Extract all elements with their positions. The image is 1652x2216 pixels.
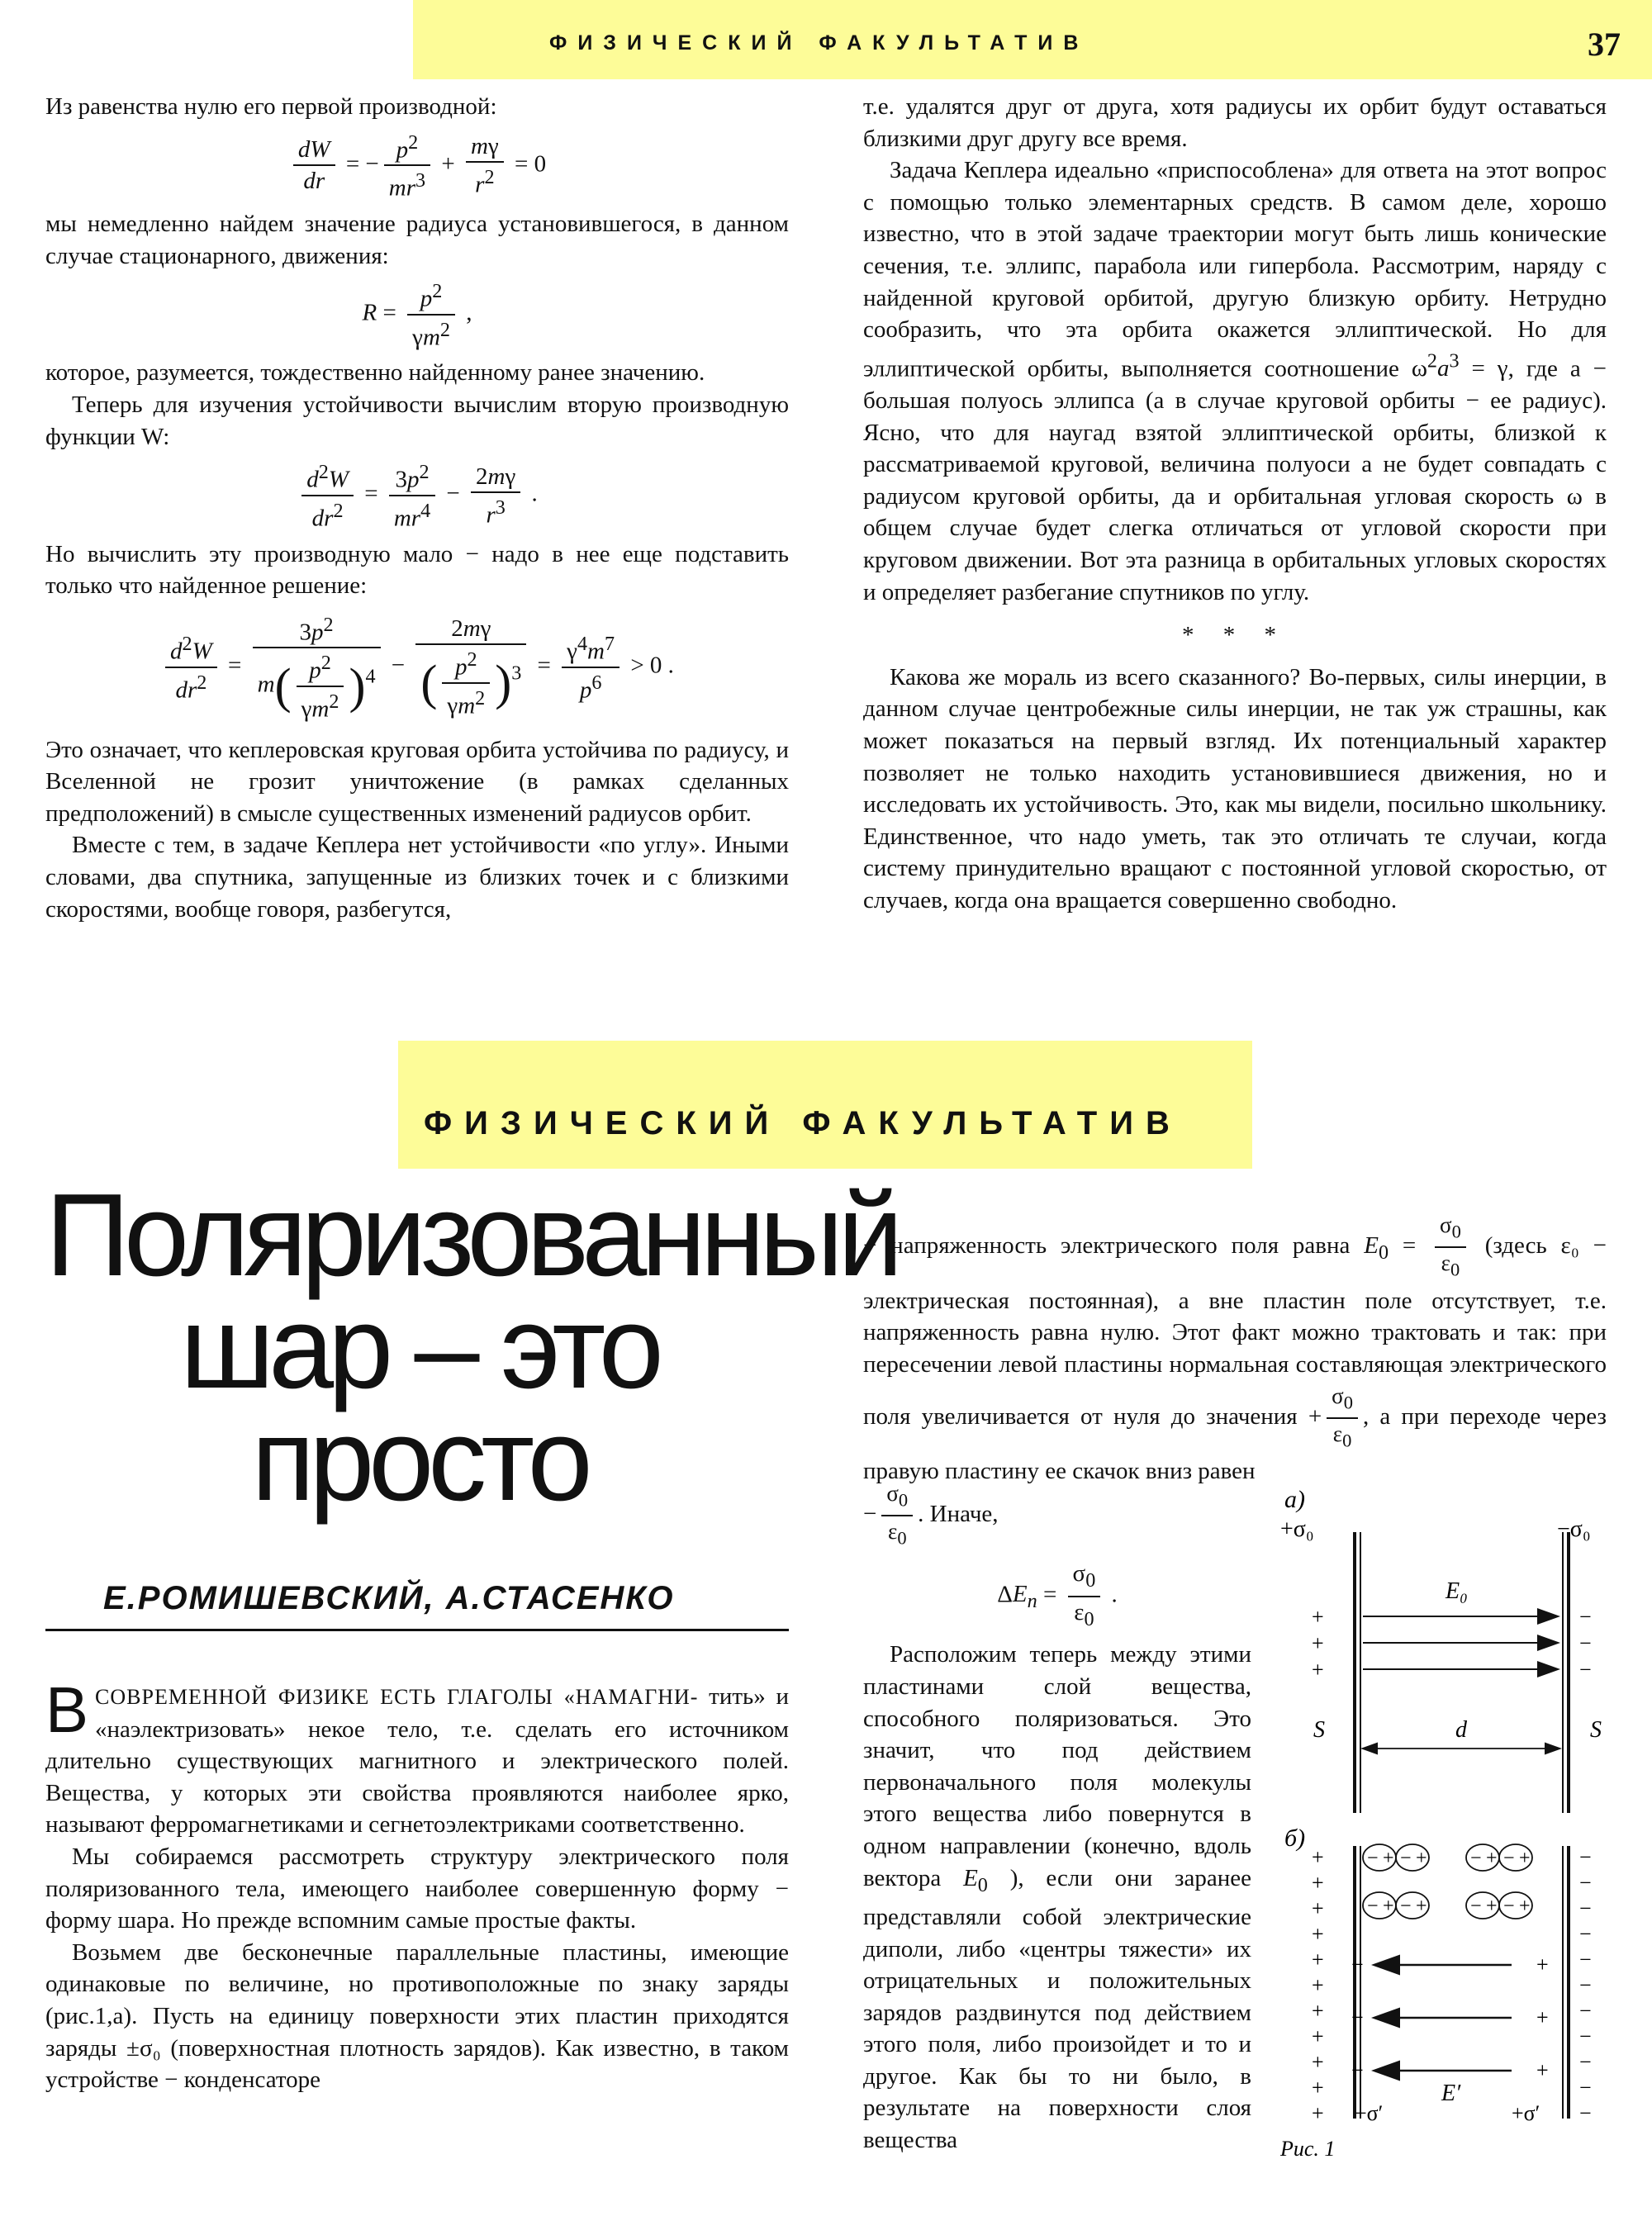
paragraph-part: ), если они заранее представляли собой электрические диполи, либо «центры тяжести» их отрицательных и положительных зарядов раздвинутся под действием этого поля, либо произойдет и то и другое. Как бы то ни было, в результате на поверхности слоя вещества — [863, 1864, 1251, 2154]
paragraph — [863, 154, 1607, 608]
svg-text:+: + — [1416, 1848, 1427, 1869]
paragraph: т.е. удалятся друг от друга, хотя радиусы их орбит будут оставаться близкими друг другу все время. — [863, 93, 1607, 152]
svg-text:+: + — [1536, 1953, 1549, 1976]
svg-text:−: − — [1579, 2101, 1592, 2125]
svg-text:−: − — [1579, 2076, 1592, 2100]
svg-text:−: − — [1400, 1848, 1412, 1869]
svg-text:−: − — [1351, 2058, 1364, 2082]
article-right-column-narrow — [863, 1478, 1251, 2157]
svg-text:−: − — [1579, 1605, 1592, 1629]
page-number: 37 — [1588, 26, 1621, 63]
svg-text:+: + — [1312, 1605, 1324, 1629]
svg-text:−: − — [1579, 1845, 1592, 1869]
equation-delta-en: $\Delta E_n$ = $\frac{\sigma_0}{\varepsilon_0}$ . — [997, 1559, 1118, 1630]
svg-text:+: + — [1486, 1848, 1498, 1869]
paragraph-part: тить» и «наэлектризовать» некое тело, т.е. сделать его источником длительно существующих магнитного и электрического полей. Вещества, у которых эти свойства проявляются наиболее ярко, называют ферромагнетиками и сегнетоэлектриками соответственно. — [45, 1683, 789, 1839]
svg-text:+: + — [1383, 1848, 1394, 1869]
figure-caption: Рис. 1 — [1280, 2137, 1336, 2161]
svg-text:+: + — [1536, 2005, 1549, 2029]
svg-text:−: − — [1579, 1896, 1592, 1920]
label-E-prime: E′ — [1441, 2081, 1461, 2106]
svg-text:+: + — [1312, 1922, 1324, 1946]
label-plus-sigma0: +σ₀ — [1280, 1516, 1314, 1542]
svg-text:+: + — [1519, 1848, 1531, 1869]
svg-text:−: − — [1579, 1973, 1592, 1997]
svg-text:−: − — [1579, 1871, 1592, 1895]
field-arrows-a — [1363, 1616, 1557, 1669]
svg-text:+: + — [1312, 1845, 1324, 1869]
author-rule — [45, 1629, 789, 1631]
svg-text:−: − — [1351, 2005, 1364, 2029]
svg-text:−: − — [1579, 2050, 1592, 2074]
svg-text:+: + — [1536, 2058, 1549, 2082]
label-plus-sigma-prime: +σ′ — [1512, 2101, 1540, 2125]
svg-text:+: + — [1312, 1973, 1324, 1997]
svg-text:−: − — [1579, 2024, 1592, 2048]
equation-radius: R = $\frac{p^2}{\gamma m^2}$ , — [45, 277, 789, 352]
lead-caps: СОВРЕМЕННОЙ ФИЗИКЕ ЕСТЬ ГЛАГОЛЫ «НАМАГНИ- — [95, 1685, 699, 1709]
svg-text:−: − — [1400, 1896, 1412, 1917]
paragraph-part: , а при переходе через правую пластину ее скачок вниз равен — [863, 1402, 1607, 1485]
paragraph: Возьмем две бесконечные параллельные пластины, имеющие одинаковые по величине, но противоположные по знаку заряды (рис.1,a). Пусть на единицу поверхности этих пластин приходятся заряды ±σ₀ (поверхностная плотность зарядов). Как известно, в таком устройстве − конденсаторе — [45, 1938, 789, 2094]
svg-text:+: + — [1383, 1896, 1394, 1917]
equation-second-derivative: $\frac{d^2W}{dr^2}$ = $\frac{3p^2}{mr^4}$ − $\frac{2m\gamma}{r^3}$ . — [45, 458, 789, 533]
figure-capacitor — [1272, 1483, 1652, 2193]
article-authors: Е.РОМИШЕВСКИЙ, А.СТАСЕНКО — [103, 1580, 675, 1616]
svg-text:−: − — [1503, 1848, 1515, 1869]
paragraph-part: − напряженность электрического поля равна — [863, 1232, 1351, 1260]
title-line: Поляризованный — [45, 1170, 898, 1301]
paragraph: Расположим теперь между этими пластинами слой вещества, способного поляризоваться. Это значит, что под действием первоначального поля молекулы этого вещества либо повернутся в одном направлении (конечно, вдоль вектора $E_0$ ), если они заранее представляли собой электрические диполи, либо «центры тяжести» их отрицательных и положительных зарядов раздвинутся под действием этого поля, либо произойдет и то и другое. Как бы то ни было, в результате на поверхности слоя вещества — [863, 1641, 1251, 2154]
article-title — [45, 1170, 898, 1526]
article-left-column — [45, 1673, 789, 2096]
figure-label-b: б) — [1284, 1825, 1306, 1852]
svg-text:+: + — [1312, 1871, 1324, 1895]
svg-text:−: − — [1367, 1896, 1379, 1917]
svg-text:−: − — [1470, 1848, 1482, 1869]
paragraph-part: . Иначе, — [918, 1501, 999, 1528]
paragraph: которое, разумеется, тождественно найденному ранее значению. — [45, 359, 705, 387]
svg-text:−: − — [1351, 1953, 1364, 1976]
svg-text:+: + — [1312, 2076, 1324, 2100]
article-right-column-top — [863, 1210, 1607, 1488]
label-minus-sigma0: −σ₀ — [1557, 1516, 1591, 1542]
paragraph: Теперь для изучения устойчивости вычислим вторую производную функции W: — [45, 391, 789, 450]
paragraph: Из равенства нулю его первой производной: — [45, 93, 497, 120]
svg-text:−: − — [1503, 1896, 1515, 1917]
label-E0: E₀ — [1446, 1578, 1468, 1604]
svg-text:+: + — [1312, 1631, 1324, 1655]
svg-text:−: − — [1367, 1848, 1379, 1869]
induced-field-arrows — [1375, 1965, 1512, 2071]
paragraph-part: , где a − большая полуось эллипса (a в случае круговой орбиты − ее радиус). Ясно, что для наугад взятой эллиптической орбиты, близкой к рассматриваемой круговой, величина полуоси a не будет совпадать с радиусом круговой орбиты, да и орбитальная угловая скорость ω в общем случае будет слегка отличаться от угловой скорости при круговом движении. Вот эта разница в орбитальных угловых скоростях и определяет разбегание спутников по углу. — [863, 355, 1607, 605]
svg-text:−: − — [1470, 1896, 1482, 1917]
svg-text:−: − — [1579, 1658, 1592, 1682]
svg-text:−: − — [1579, 1999, 1592, 2023]
label-minus-sigma-prime: −σ′ — [1355, 2101, 1384, 2125]
dipole-signs — [1367, 1848, 1531, 1917]
svg-text:+: + — [1312, 2050, 1324, 2074]
running-header: ФИЗИЧЕСКИЙ ФАКУЛЬТАТИВ — [549, 31, 1089, 55]
title-line: просто — [251, 1394, 587, 1526]
svg-text:+: + — [1519, 1896, 1531, 1917]
svg-text:+: + — [1312, 1896, 1324, 1920]
paragraph: Вместе с тем, в задаче Кеплера нет устойчивости «по углу». Иными словами, два спутника, запущенные из близких точек и с близкими скоростями, вообще говоря, разбегутся, — [45, 832, 789, 923]
drop-cap: В — [45, 1673, 89, 1746]
paragraph: − напряженность электрического поля равна $E_0$ = $\frac{\sigma_0}{\varepsilon_0}$ (здесь ε₀ − электрическая постоянная), а вне пластин поле отсутствует, т.е. напряженность равна нулю. Этот факт можно трактовать и так: при пересечении левой пластины нормальная составляющая электрического поля увеличивается от нуля до значения + $\frac{\sigma_0}{\varepsilon_0}$ , а при переходе через правую пластину ее скачок вниз равен — [863, 1210, 1607, 1488]
label-d: d — [1455, 1717, 1467, 1743]
label-S-right: S — [1590, 1717, 1602, 1743]
paragraph-part: Задача Кеплера идеально «приспособлена» для ответа на этот вопрос с помощью только элементарных средств. В самом деле, хорошо известно, что в этой задаче траектории могут быть лишь конические сечения, т.е. эллипс, парабола или гипербола. Рассмотрим, наряду с найденной круговой орбитой, другую близкую орбиту. Нетрудно сообразить, что эта орбита окажется эллиптической. Но для эллиптической орбиты, выполняется соотношение — [863, 157, 1607, 382]
svg-text:−: − — [1579, 1948, 1592, 1972]
section-header: ФИЗИЧЕСКИЙ ФАКУЛЬТАТИВ — [424, 1105, 1182, 1141]
top-right-column — [863, 91, 1607, 917]
paragraph-part: Расположим теперь между этими пластинами слой вещества, способного поляризоваться. Это значит, что под действием первоначального поля молекулы этого вещества либо повернутся в одном направлении (конечно, вдоль вектора — [863, 1641, 1251, 1891]
svg-text:+: + — [1486, 1896, 1498, 1917]
svg-text:+: + — [1312, 2101, 1324, 2125]
paragraph: Это означает, что кеплеровская круговая орбита устойчива по радиусу, и Вселенной не грозит уничтожение (в рамках сделанных предположений) в смысле существенных изменений радиусов орбит. — [45, 736, 789, 827]
title-line: шар – это — [180, 1282, 658, 1413]
svg-text:+: + — [1312, 2024, 1324, 2048]
figure-label-a: a) — [1284, 1486, 1305, 1513]
paragraph: мы немедленно найдем значение радиуса установившегося, в данном случае стационарного, движения: — [45, 210, 789, 269]
paragraph: Но вычислить эту производную мало − надо в нее еще подставить только что найденное решение: — [45, 540, 789, 600]
svg-text:−: − — [1579, 1922, 1592, 1946]
svg-text:+: + — [1312, 1999, 1324, 2023]
paragraph: Мы собираемся рассмотреть структуру электрического поля поляризованного тела, имеющего наиболее совершенную форму − форму шара. Но прежде вспомним самые простые факты. — [45, 1843, 789, 1934]
svg-text:+: + — [1416, 1896, 1427, 1917]
equation-substituted: $\frac{d^2W}{dr^2}$ = $3p^2$ m( $\frac{p^2}{\gamma m^2}$ )$^4$ − 2mγ ( $\frac{p^2}{\gamma m^2}$ )$^3$ = $\frac{\gamma^4m^7}{p^6}$ > 0 . — [45, 610, 789, 724]
paragraph: Какова же мораль из всего сказанного? Во-первых, силы инерции, в данном случае центробежные силы инерции, не так уж страшны, как может показаться на первый взгляд. Их потенциальный характер позволяет не только находить установившиеся движения, но и исследовать их устойчивость. Это, как мы видели, посильно школьнику. Единственное, что надо уметь, так это отличать те случаи, когда систему принудительно вращают с постоянной угловой скоростью, от случаев, когда она вращается совершенно свободно. — [863, 663, 1607, 913]
label-S-left: S — [1313, 1717, 1325, 1743]
paragraph-part: (здесь ε₀ − электрическая постоянная), а вне пластин поле отсутствует, т.е. напряженность равна нулю. Этот факт можно трактовать и так: при пересечении левой пластины нормальная составляющая электрического поля увеличивается от нуля до значения — [863, 1232, 1607, 1430]
top-left-column — [45, 91, 789, 925]
equation-first-derivative: $\frac{dW}{dr}$ = − $\frac{p^2}{mr^3}$ + $\frac{m\gamma}{r^2}$ = 0 — [45, 128, 789, 203]
svg-text:+: + — [1312, 1658, 1324, 1682]
lead-paragraph — [45, 1673, 789, 1841]
paragraph: − $\frac{\sigma_0}{\varepsilon_0}$ . Иначе, — [863, 1478, 1251, 1554]
svg-text:+: + — [1312, 1948, 1324, 1972]
svg-text:−: − — [1579, 1631, 1592, 1655]
kepler-relation: $\omega^2a^3 = \gamma$ — [1411, 349, 1508, 382]
section-separator: * * * — [1182, 622, 1288, 649]
